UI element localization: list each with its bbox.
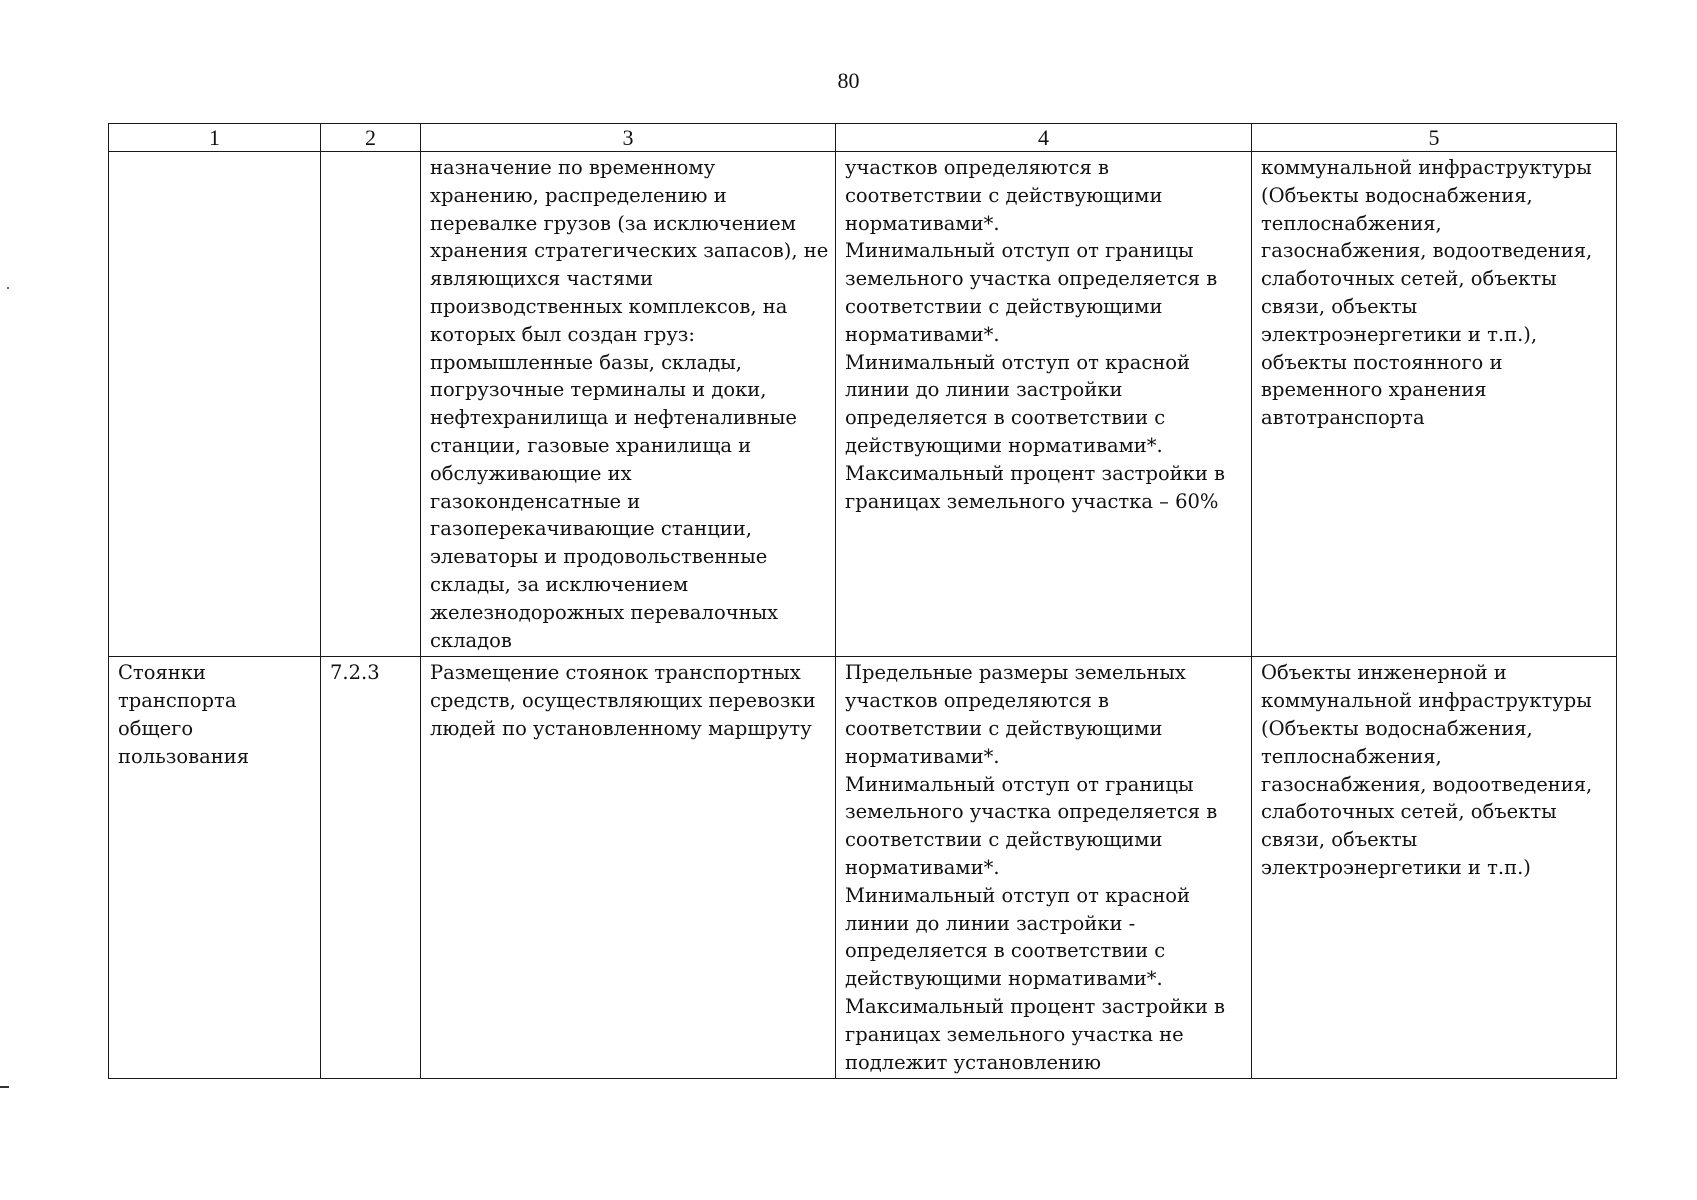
cell-text-line: земельного участка определяется в (845, 267, 1218, 291)
cell-text-line: производственных комплексов, на (430, 294, 788, 318)
cell-text-line: погрузочные терминалы и доки, (430, 378, 767, 402)
cell-text-line: слаботочных сетей, объекты (1261, 267, 1557, 291)
cell-text-line: слаботочных сетей, объекты (1261, 800, 1557, 824)
cell-text-line: склады, за исключением (430, 572, 689, 596)
header-col-3: 3 (421, 124, 836, 152)
header-col-4: 4 (836, 124, 1252, 152)
cell-text-line: линии до линии застройки (845, 378, 1123, 402)
cell-text-line: железнодорожных перевалочных (430, 600, 779, 624)
cell-text-line: нормативами*. (845, 211, 1000, 235)
cell-text-line: электроэнергетики и т.п.), (1261, 322, 1538, 346)
cell-text-line: линии до линии застройки - (845, 911, 1136, 935)
cell-text-line: газоснабжения, водоотведения, (1261, 772, 1593, 796)
header-col-5: 5 (1252, 124, 1617, 152)
cell-text-line: Максимальный процент застройки в (845, 994, 1226, 1018)
cell-text-line: средств, осуществляющих перевозки (430, 689, 816, 713)
cell-text-line: Размещение стоянок транспортных (430, 661, 801, 685)
page-number: 80 (837, 68, 860, 93)
use-name-cell (109, 152, 321, 657)
cell-text-line: временного хранения (1261, 378, 1487, 402)
cell-text-line: соответствии с действующими (845, 294, 1163, 318)
cell-text-line: являющихся частями (430, 267, 654, 291)
margin-speck (7, 287, 9, 289)
cell-text-line: подлежит установлению (845, 1050, 1102, 1074)
cell-text-line: складов (430, 628, 512, 652)
description-cell (421, 152, 836, 657)
table-row (109, 657, 1617, 1079)
cell-text-line: станции, газовые хранилища и (430, 433, 752, 457)
cell-text-line: общего (118, 716, 194, 740)
margin-mark (0, 1086, 9, 1088)
cell-text-line: теплоснабжения, (1261, 744, 1442, 768)
cell-text-line: газоснабжения, водоотведения, (1261, 239, 1593, 263)
cell-text-line: Предельные размеры земельных (845, 661, 1186, 685)
cell-text-line: Минимальный отступ от границы (845, 772, 1194, 796)
header-col-1: 1 (109, 124, 321, 152)
cell-text-line: электроэнергетики и т.п.) (1261, 855, 1531, 879)
auxiliary-uses-cell (1252, 657, 1617, 1079)
header-col-2: 2 (321, 124, 421, 152)
cell-text-line: обслуживающие их (430, 461, 632, 485)
code-cell (321, 657, 421, 1079)
cell-text-line: хранению, распределению и (430, 183, 727, 207)
cell-text-line: перевалке грузов (за исключением (430, 211, 796, 235)
cell-text-line: Стоянки (118, 661, 206, 685)
parameters-cell (836, 152, 1252, 657)
cell-text-line: транспорта (118, 689, 237, 713)
cell-text-line: Объекты инженерной и (1261, 661, 1507, 685)
cell-text-line: соответствии с действующими (845, 716, 1163, 740)
cell-text-line: связи, объекты (1261, 294, 1418, 318)
cell-text-line: участков определяются в (845, 689, 1109, 713)
cell-text-line: действующими нормативами*. (845, 433, 1163, 457)
cell-text-line: Минимальный отступ от красной (845, 883, 1191, 907)
description-cell (421, 657, 836, 1079)
cell-text-line: газоконденсатные и (430, 489, 641, 513)
table-body (109, 152, 1617, 1079)
code-cell (321, 152, 421, 657)
cell-text-line: определяется в соответствии с (845, 939, 1166, 963)
cell-text-line: пользования (118, 744, 250, 768)
regulations-table (108, 123, 1617, 1079)
cell-text-line: соответствии с действующими (845, 183, 1163, 207)
use-name-cell (109, 657, 321, 1079)
cell-text-line: границах земельного участка – 60% (845, 489, 1219, 513)
cell-text-line: Минимальный отступ от границы (845, 239, 1194, 263)
cell-text-line: участков определяются в (845, 156, 1109, 179)
cell-text-line: коммунальной инфраструктуры (1261, 156, 1592, 179)
cell-text-line: (Объекты водоснабжения, (1261, 716, 1533, 740)
cell-text-line: определяется в соответствии с (845, 406, 1166, 430)
auxiliary-uses-cell (1252, 152, 1617, 657)
cell-text-line: земельного участка определяется в (845, 800, 1218, 824)
cell-text-line: элеваторы и продовольственные (430, 545, 768, 569)
cell-text-line: нормативами*. (845, 855, 1000, 879)
cell-text-line: назначение по временному (430, 156, 716, 179)
table-row (109, 152, 1617, 657)
header-row (109, 124, 1617, 152)
cell-text-line: (Объекты водоснабжения, (1261, 183, 1533, 207)
cell-text-line: объекты постоянного и (1261, 350, 1503, 374)
cell-text-line: Минимальный отступ от красной (845, 350, 1191, 374)
cell-text-line: теплоснабжения, (1261, 211, 1442, 235)
cell-text-line: нормативами*. (845, 744, 1000, 768)
cell-text-line: Максимальный процент застройки в (845, 461, 1226, 485)
cell-text-line: действующими нормативами*. (845, 967, 1163, 991)
cell-text-line: связи, объекты (1261, 828, 1418, 852)
cell-text-line: промышленные базы, склады, (430, 350, 742, 374)
cell-text-line: которых был создан груз: (430, 322, 696, 346)
parameters-cell (836, 657, 1252, 1079)
cell-text-line: газоперекачивающие станции, (430, 517, 752, 541)
cell-text-line: коммунальной инфраструктуры (1261, 689, 1592, 713)
cell-text-line: хранения стратегических запасов), не (430, 239, 829, 263)
cell-text-line: 7.2.3 (330, 661, 380, 685)
cell-text-line: автотранспорта (1261, 406, 1425, 430)
cell-text-line: нефтехранилища и нефтеналивные (430, 406, 797, 430)
cell-text-line: нормативами*. (845, 322, 1000, 346)
cell-text-line: людей по установленному маршруту (430, 716, 812, 740)
table-header (109, 124, 1617, 152)
cell-text-line: соответствии с действующими (845, 828, 1163, 852)
cell-text-line: границах земельного участка не (845, 1022, 1184, 1046)
